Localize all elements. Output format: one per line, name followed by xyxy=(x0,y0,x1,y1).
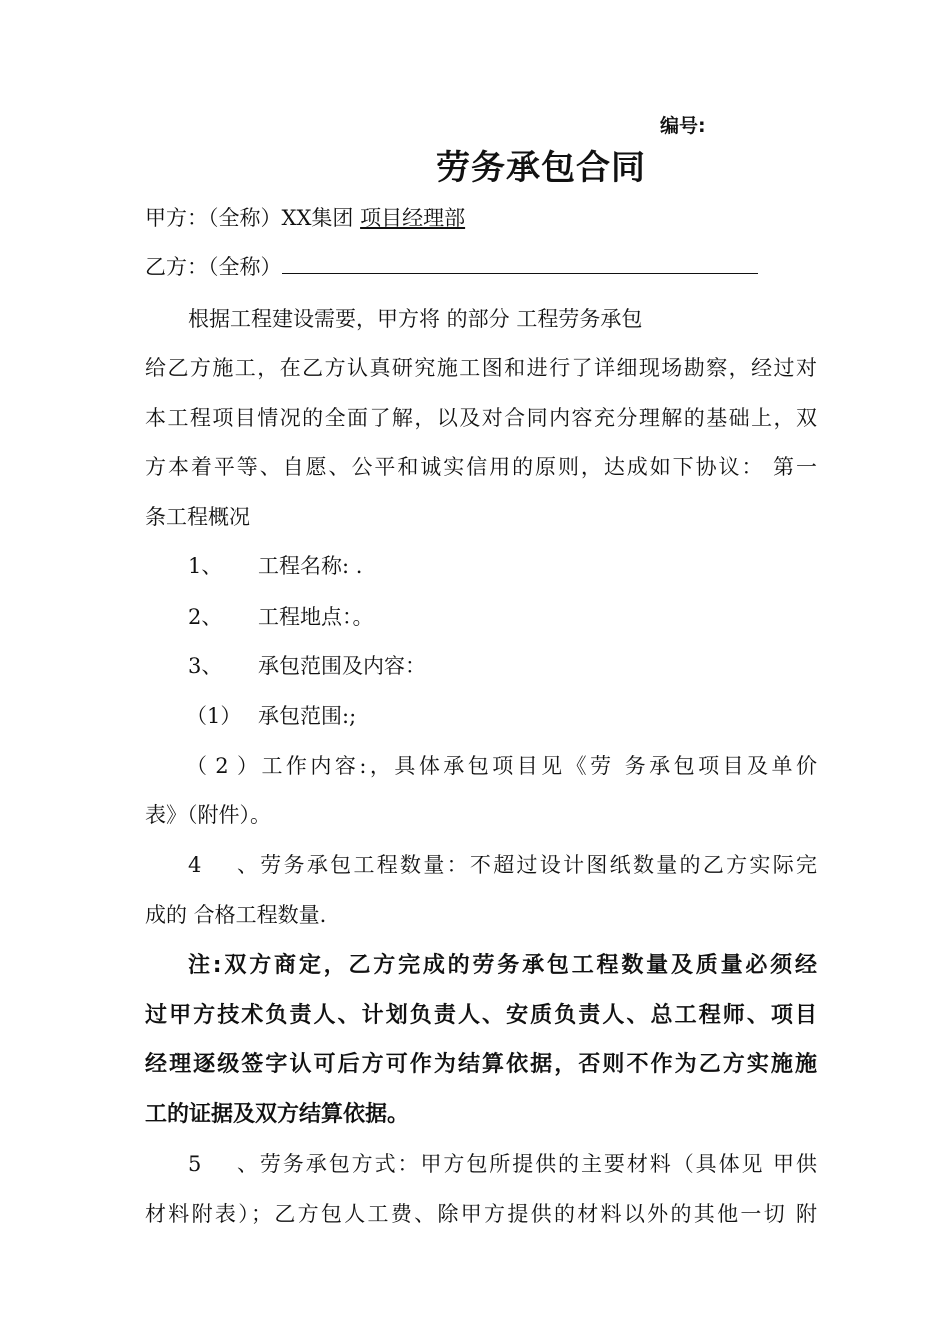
sub-item-1-text: 承包范围:; xyxy=(258,704,357,728)
preamble-line-2: 给乙方施工，在乙方认真研究施工图和进行了详细现场勘察，经过对 xyxy=(145,356,817,380)
sub-item-1 xyxy=(186,700,817,730)
sub-item-2 xyxy=(186,750,817,780)
party-b-label: 乙方：（全称） xyxy=(145,255,282,279)
item-1-text: 工程名称: . xyxy=(258,554,363,578)
sub-item-1-number: （1） xyxy=(186,704,242,728)
preamble-line-5: 条工程概况 xyxy=(145,505,250,529)
preamble-line-4: 方本着平等、自愿、公平和诚实信用的原则，达成如下协议： 第一 xyxy=(145,455,817,479)
party-a-department: 项目经理部 xyxy=(360,206,466,230)
item-2-number: 2、 xyxy=(188,605,223,629)
item-3-text: 承包范围及内容： xyxy=(258,654,426,678)
preamble-line-1: 根据工程建设需要，甲方将 的部分 工程劳务承包 xyxy=(188,307,643,331)
note-line-2: 过甲方技术负责人、计划负责人、安质负责人、总工程师、项目 xyxy=(145,1003,817,1028)
item-1 xyxy=(188,550,817,580)
item-5 xyxy=(188,1148,817,1178)
item-5-continuation: 材料附表）；乙方包人工费、除甲方提供的材料以外的其他一切 附 xyxy=(145,1202,817,1226)
item-5-text: 劳务承包方式：甲方包所提供的主要材料（具体见 甲供 xyxy=(258,1152,817,1176)
sub-item-2-continuation: 表》（附件）。 xyxy=(145,803,271,827)
party-a-line xyxy=(145,202,817,232)
item-2-text: 工程地点：。 xyxy=(258,605,374,629)
contract-title: 劳务承包合同 xyxy=(436,148,646,188)
item-1-number: 1、 xyxy=(188,554,223,578)
preamble-line-3: 本工程项目情况的全面了解，以及对合同内容充分理解的基础上，双 xyxy=(145,406,817,430)
party-a-label: 甲方：（全称）XX集团 xyxy=(145,206,354,230)
item-4 xyxy=(188,849,817,879)
note-line-3: 经理逐级签字认可后方可作为结算依据，否则不作为乙方实施施 xyxy=(145,1052,817,1077)
item-3 xyxy=(188,650,817,680)
note-line-1: 注:双方商定，乙方完成的劳务承包工程数量及质量必须经 xyxy=(188,953,817,978)
sub-item-2-number: （2） xyxy=(186,754,258,778)
serial-number-label: 编号: xyxy=(660,115,706,137)
item-4-continuation: 成的 合格工程数量. xyxy=(145,903,327,927)
party-b-blank-line xyxy=(282,255,758,274)
item-2 xyxy=(188,601,817,631)
note-line-4: 工的证据及双方结算依据。 xyxy=(145,1102,410,1127)
item-5-number: 5、 xyxy=(188,1152,258,1176)
sub-item-2-text: 工作内容:，具体承包项目见《劳 务承包项目及单价 xyxy=(258,754,817,778)
item-3-number: 3、 xyxy=(188,654,223,678)
item-4-text: 劳务承包工程数量：不超过设计图纸数量的乙方实际完 xyxy=(258,853,817,877)
item-4-number: 4、 xyxy=(188,853,258,877)
party-b-line xyxy=(145,251,817,281)
